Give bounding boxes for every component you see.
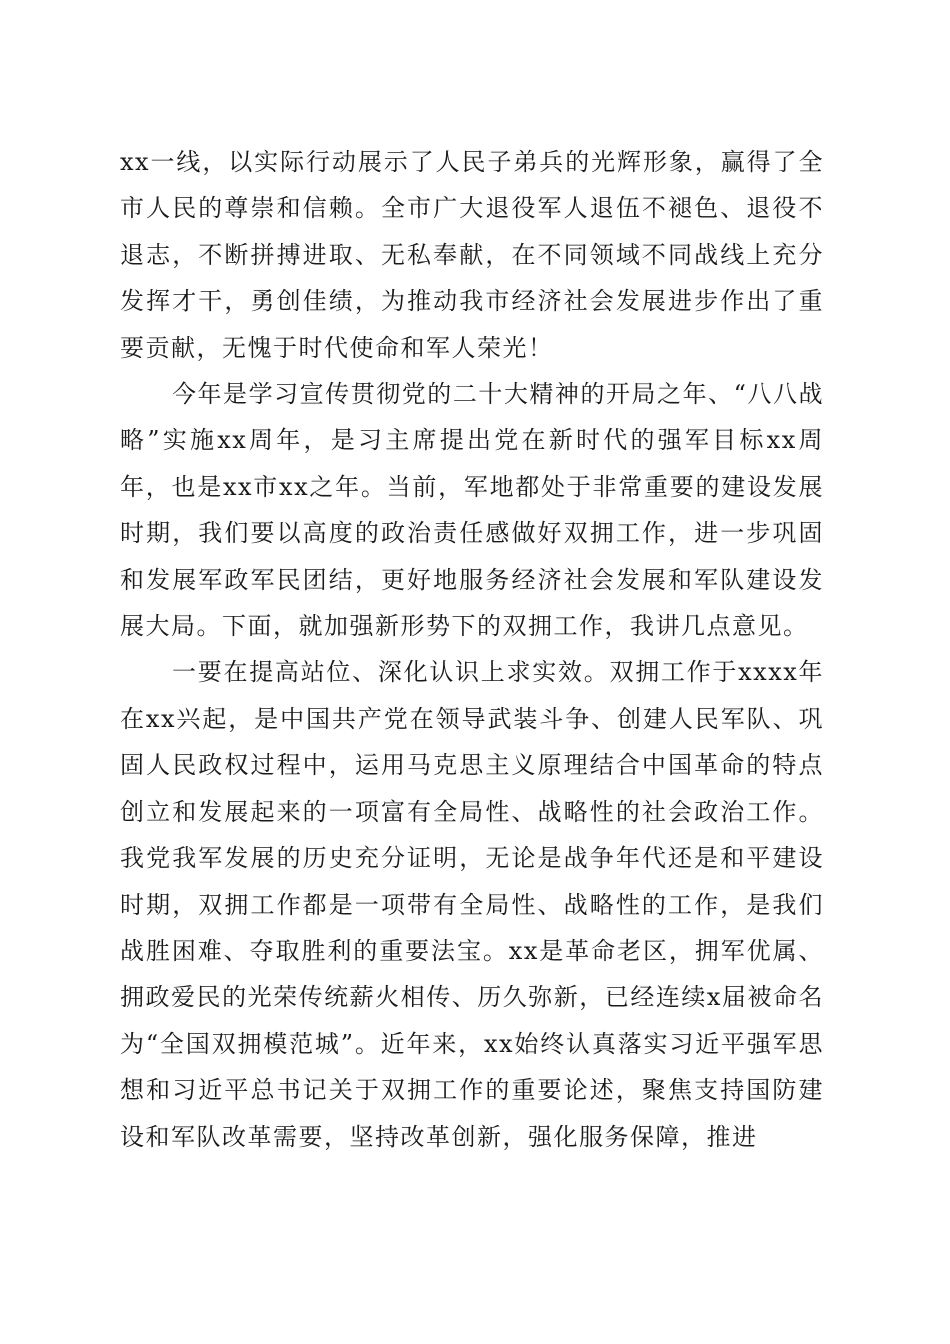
- paragraph-introduction: 今年是学习宣传贯彻党的二十大精神的开局之年、“八八战略”实施xx周年，是习主席提出党在新时代的强军目标xx周年，也是xx市xx之年。当前，军地都处于非常重要的建设发展时期，我们要以高度的政治责任感做好双拥工作，进一步巩固和发展军政军民团结，更好地服务经济社会发展和军队建设发展大局。下面，就加强新形势下的双拥工作，我讲几点意见。: [120, 380, 824, 641]
- document-body: [120, 139, 824, 1160]
- paragraph-point-one: 一要在提高站位、深化认识上求实效。双拥工作于xxxx年在xx兴起，是中国共产党在领导武装斗争、创建人民军队、巩固人民政权过程中，运用马克思主义原理结合中国革命的特点创立和发展起来的一项富有全局性、战略性的社会政治工作。我党我军发展的历史充分证明，无论是战争年代还是和平建设时期，双拥工作都是一项带有全局性、战略性的工作，是我们战胜困难、夺取胜利的重要法宝。xx是革命老区，拥军优属、拥政爱民的光荣传统薪火相传、历久弥新，已经连续x届被命名为“全国双拥模范城”。近年来，xx始终认真落实习近平强军思想和习近平总书记关于双拥工作的重要论述，聚焦支持国防建设和军队改革需要，坚持改革创新，强化服务保障，推进: [120, 658, 824, 1151]
- paragraph-continuation: xx一线，以实际行动展示了人民子弟兵的光辉形象，赢得了全市人民的尊崇和信赖。全市广大退役军人退伍不褪色、退役不退志，不断拼搏进取、无私奉献，在不同领域不同战线上充分发挥才干，勇创佳绩，为推动我市经济社会发展进步作出了重要贡献，无愧于时代使命和军人荣光！: [120, 148, 824, 362]
